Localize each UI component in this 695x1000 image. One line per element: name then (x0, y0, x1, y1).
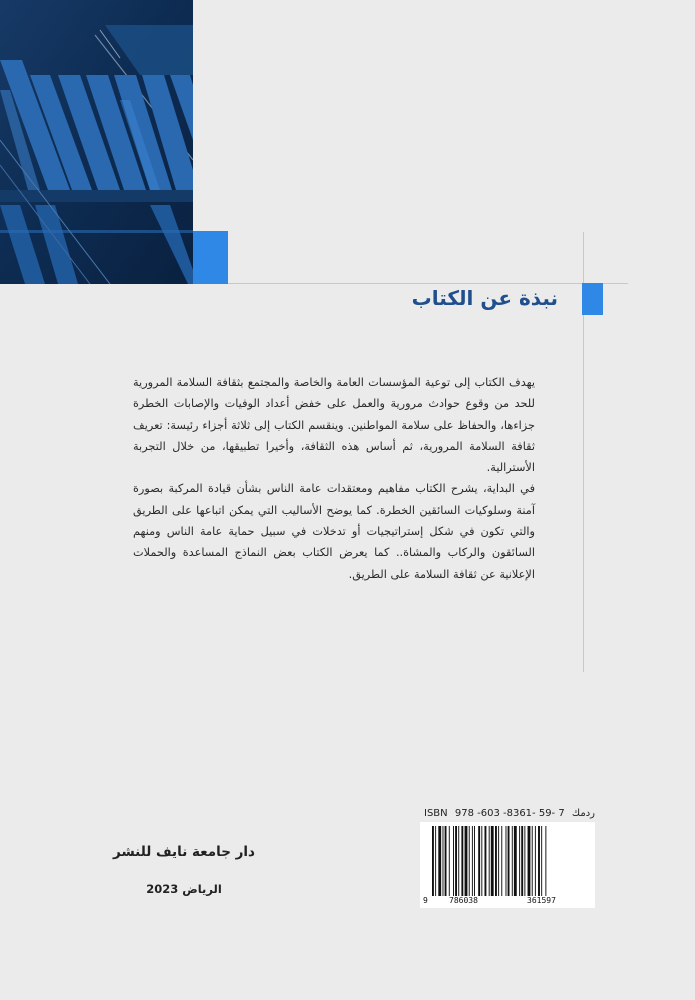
barcode-bar (541, 826, 542, 896)
barcode-bar (495, 826, 497, 896)
barcode-digit-group: 9 (423, 896, 428, 905)
barcode-bar (519, 826, 520, 896)
publisher-name: دار جامعة نايف للنشر (113, 844, 255, 860)
barcode-bar (508, 826, 510, 896)
barcode-bar (478, 826, 480, 896)
barcode-bar (432, 826, 434, 896)
barcode-bar (506, 826, 507, 896)
accent-square-right (582, 283, 603, 315)
barcode-bar (538, 826, 540, 896)
barcode-bar (443, 826, 444, 896)
barcode-bar (535, 826, 536, 896)
barcode-bar (501, 826, 502, 896)
section-title: نبذة عن الكتاب (411, 286, 558, 310)
barcode-bar (458, 826, 459, 896)
barcode-bar (521, 826, 523, 896)
book-summary (133, 372, 535, 585)
barcode-bar (449, 826, 450, 896)
barcode-bar (461, 826, 463, 896)
barcode-bar (524, 826, 525, 896)
barcode-bar (528, 826, 531, 896)
barcode-digit-group: 361597 (527, 896, 556, 905)
barcode-bar (512, 826, 513, 896)
stripes-graphic-icon (0, 0, 193, 284)
isbn-line (424, 808, 595, 819)
horizontal-guide-line (228, 283, 628, 284)
summary-paragraph: في البداية، يشرح الكتاب مفاهيم ومعتقدات عامة الناس بشأن قيادة المركبة بصورة آمنة وسلوكيات السائقين الخطرة. كما يوضح الأساليب التي يمكن اتباعها على الطريق والتي تكون في شكل إستراتيجيات أو تدخلات في سبيل حماية عامة الناس ومنهم السائقون والركاب والمشاة.. كما يعرض الكتاب بعض النماذج المساعدة والحملات الإعلانية عن ثقافة السلامة على الطريق. (133, 482, 535, 581)
barcode-bar (445, 826, 447, 896)
barcode-bar (435, 826, 436, 896)
isbn-number: 978 -603 -8361- 59- 7 (454, 808, 565, 819)
barcode-bar (465, 826, 468, 896)
barcode-bar (491, 826, 494, 896)
barcode-bar (532, 826, 533, 896)
barcode-bar (514, 826, 517, 896)
barcode (420, 822, 595, 908)
accent-square-top (193, 231, 228, 284)
barcode-bar (481, 826, 482, 896)
publication-place-year: الرياض 2023 (146, 882, 222, 896)
cover-graphic-stripes (0, 0, 193, 284)
barcode-bar (469, 826, 470, 896)
isbn-label-ar: ردمك (571, 808, 595, 819)
isbn-label-en: ISBN (424, 808, 448, 819)
barcode-bar (453, 826, 454, 896)
barcode-bar (438, 826, 441, 896)
barcode-digit-group: 786038 (449, 896, 478, 905)
barcode-digits (420, 896, 595, 906)
barcode-bar (498, 826, 499, 896)
barcode-bar (474, 826, 475, 896)
summary-paragraph: يهدف الكتاب إلى توعية المؤسسات العامة والخاصة والمجتمع بثقافة السلامة المرورية للحد من وقوع حوادث مرورية والعمل على خفض أعداد الوفيات والإصابات الخطرة جزاءها، والحفاظ على سلامة المواطنين. وينقسم الكتاب إلى ثلاثة أجزاء رئيسة: تعريف ثقافة السلامة المرورية، ثم أساس هذه الثقافة، وأخيرا تطبيقها، من خلال التجربة الأسترالية. (133, 376, 535, 475)
barcode-bar (472, 826, 473, 896)
barcode-bar (489, 826, 490, 896)
barcode-bar (485, 826, 487, 896)
barcode-bar (545, 826, 546, 896)
barcode-bar (455, 826, 457, 896)
